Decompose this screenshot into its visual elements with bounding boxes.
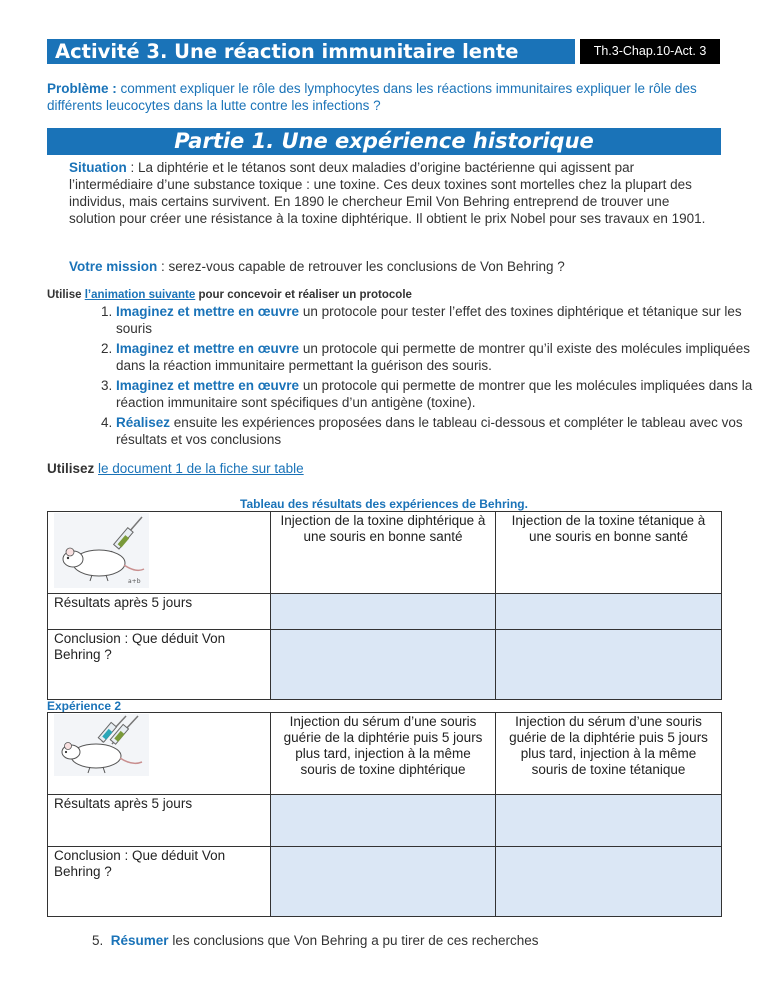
mission-text: : serez-vous capable de retrouver les conclusions de Von Behring ? — [157, 259, 565, 274]
step-verb: Imaginez et mettre en œuvre — [116, 341, 300, 356]
mission-label: Votre mission — [69, 259, 158, 274]
table2-col2-header: Injection du sérum d’une souris guérie de la diphtérie puis 5 jours plus tard, injection à la même souris de toxine tétanique — [496, 713, 722, 795]
mission-paragraph — [69, 258, 719, 275]
list-item — [116, 340, 766, 374]
list-item — [116, 377, 766, 411]
activity-title: Activité 3. Une réaction immunitaire lente — [47, 39, 575, 64]
table1-col1-header: Injection de la toxine diphtérique à une souris en bonne santé — [271, 512, 496, 594]
step-text: un protocole qui permette de montrer qu’il existe des molécules impliquées dans la réaction immunitaire permettant la guérison des souris. — [116, 341, 751, 373]
table2-results-cell-1[interactable] — [271, 795, 496, 847]
table1-col2-header: Injection de la toxine tétanique à une souris en bonne santé — [496, 512, 722, 594]
results-table-1 — [47, 511, 722, 700]
partie-title: Partie 1. Une expérience historique — [47, 128, 721, 155]
utilise-document-line — [47, 461, 304, 476]
step-text: ensuite les expériences proposées dans le tableau ci-dessous et compléter le tableau avec vos résultats et vos conclusions — [116, 415, 743, 447]
animation-link[interactable]: l’animation suivante — [84, 289, 196, 301]
table1-conclusion-label: Conclusion : Que déduit Von Behring ? — [48, 630, 271, 700]
utilise-prefix: Utilise — [47, 289, 85, 301]
table-caption: Tableau des résultats des expériences de Behring. — [240, 497, 528, 511]
table2-results-label: Résultats après 5 jours — [48, 795, 271, 847]
utilise-suffix: pour concevoir et réaliser un protocole — [195, 289, 412, 301]
table1-results-label: Résultats après 5 jours — [48, 594, 271, 630]
final-text: les conclusions que Von Behring a pu tirer de ces recherches — [168, 933, 539, 948]
utilise-animation-line — [47, 289, 412, 301]
table1-results-cell-1[interactable] — [271, 594, 496, 630]
mouse-two-syringes-icon — [54, 714, 149, 776]
table2-conclusion-cell-1[interactable] — [271, 847, 496, 917]
list-item — [116, 414, 766, 448]
table1-conclusion-cell-2[interactable] — [496, 630, 722, 700]
table1-conclusion-cell-1[interactable] — [271, 630, 496, 700]
final-verb: Résumer — [110, 933, 169, 948]
probleme-paragraph — [47, 80, 727, 114]
document-link[interactable]: le document 1 de la fiche sur table — [98, 461, 304, 476]
list-item — [116, 303, 766, 337]
table1-results-cell-2[interactable] — [496, 594, 722, 630]
final-instruction — [92, 933, 539, 948]
situation-label: Situation — [69, 160, 127, 175]
final-number: 5. — [92, 933, 104, 948]
mouse-illustration-cell — [48, 713, 271, 795]
protocol-steps-list — [72, 303, 766, 451]
mouse-illustration-cell — [48, 512, 271, 594]
situation-text: : La diphtérie et le tétanos sont deux maladies d’origine bactérienne qui agissent par l’intermédiaire d’une substance toxique : une toxine. Ces deux toxines sont mortelles chez la plupart des individus, mais certains survivent. En 1890 le chercheur Emil Von Behring entreprend de trouver une solution pour créer une résistance à la toxine diphtérique. Il obtient le prix Nobel pour ses travaux en 1901. — [69, 160, 706, 226]
chapter-reference-tag: Th.3-Chap.10-Act. 3 — [580, 39, 720, 64]
probleme-label: Problème : — [47, 81, 117, 96]
table2-results-cell-2[interactable] — [496, 795, 722, 847]
results-table-2 — [47, 712, 722, 917]
step-verb: Réalisez — [116, 415, 171, 430]
step-text: un protocole pour tester l’effet des toxines diphtérique et tétanique sur les souris — [116, 304, 742, 336]
step-verb: Imaginez et mettre en œuvre — [116, 378, 300, 393]
step-text: un protocole qui permette de montrer que les molécules impliquées dans la réaction immunitaire sont spécifiques d’un antigène (toxine). — [116, 378, 753, 410]
step-verb: Imaginez et mettre en œuvre — [116, 304, 300, 319]
table2-conclusion-label: Conclusion : Que déduit Von Behring ? — [48, 847, 271, 917]
svg-text:a+b: a+b — [128, 578, 141, 585]
situation-paragraph — [69, 159, 719, 227]
table2-conclusion-cell-2[interactable] — [496, 847, 722, 917]
table2-col1-header: Injection du sérum d’une souris guérie de la diphtérie puis 5 jours plus tard, injection à la même souris de toxine diphtérique — [271, 713, 496, 795]
probleme-text: comment expliquer le rôle des lymphocytes dans les réactions immunitaires expliquer le rôle des différents leucocytes dans la lutte contre les infections ? — [47, 81, 697, 113]
mouse-syringe-icon — [54, 513, 149, 588]
utilise-doc-prefix: Utilisez — [47, 461, 95, 476]
experience-2-label: Expérience 2 — [47, 699, 122, 713]
